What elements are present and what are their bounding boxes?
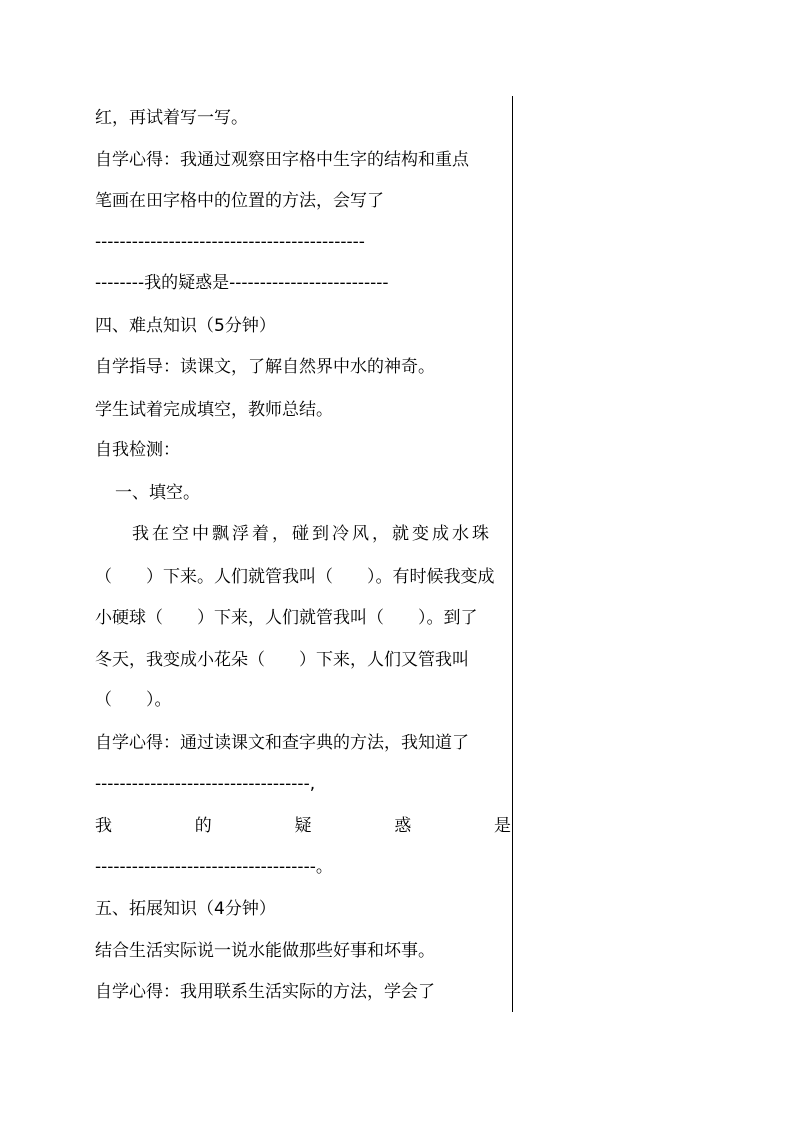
fill-blank-text-5: （ ）。 — [95, 690, 172, 710]
column-border-line — [512, 96, 513, 1012]
study-notes-reading: 自学心得：通过读课文和查字典的方法，我知道了 — [95, 733, 469, 753]
student-task-line: 学生试着完成填空，教师总结。 — [95, 400, 333, 420]
answer-blank-line: -------------------------------------------- — [95, 232, 365, 252]
question-char: 是 — [494, 816, 511, 836]
study-notes-continued: 笔画在田字格中的位置的方法，会写了 — [95, 191, 384, 211]
question-char: 我 — [95, 816, 112, 836]
self-check-heading: 自我检测： — [95, 440, 180, 460]
question-char: 惑 — [394, 816, 412, 836]
question-blank-line: --------我的疑惑是-------------------------- — [95, 273, 389, 293]
fill-blank-text-1: 我在空中飘浮着，碰到冷风，就变成水珠 — [132, 524, 492, 544]
fill-blank-text-4: 冬天，我变成小花朵（ ）下来，人们又管我叫 — [95, 650, 469, 670]
section-heading-difficult: 四、难点知识（5分钟） — [95, 316, 276, 336]
study-notes-line: 自学心得：我通过观察田字格中生字的结构和重点 — [95, 150, 469, 170]
study-notes-life: 自学心得：我用联系生活实际的方法，学会了 — [95, 982, 435, 1002]
answer-blank-line-2: -----------------------------------, — [95, 774, 316, 794]
question-char: 的 — [194, 816, 212, 836]
fill-blank-text-3: 小硬球（ ）下来，人们就管我叫（ ）。到了 — [95, 608, 478, 628]
answer-blank-line-3: ------------------------------------。 — [95, 857, 333, 877]
section-heading-extension: 五、拓展知识（4分钟） — [95, 899, 276, 919]
fill-blank-heading: 一、填空。 — [115, 483, 200, 503]
fill-blank-text-2: （ ）下来。人们就管我叫（ ）。有时候我变成 — [95, 567, 495, 587]
my-question-line — [95, 812, 511, 840]
question-char: 疑 — [294, 816, 312, 836]
extension-task-line: 结合生活实际说一说水能做那些好事和坏事。 — [95, 941, 435, 961]
study-guide-line: 自学指导：读课文，了解自然界中水的神奇。 — [95, 357, 435, 377]
text-line-1: 红，再试着写一写。 — [95, 108, 248, 128]
